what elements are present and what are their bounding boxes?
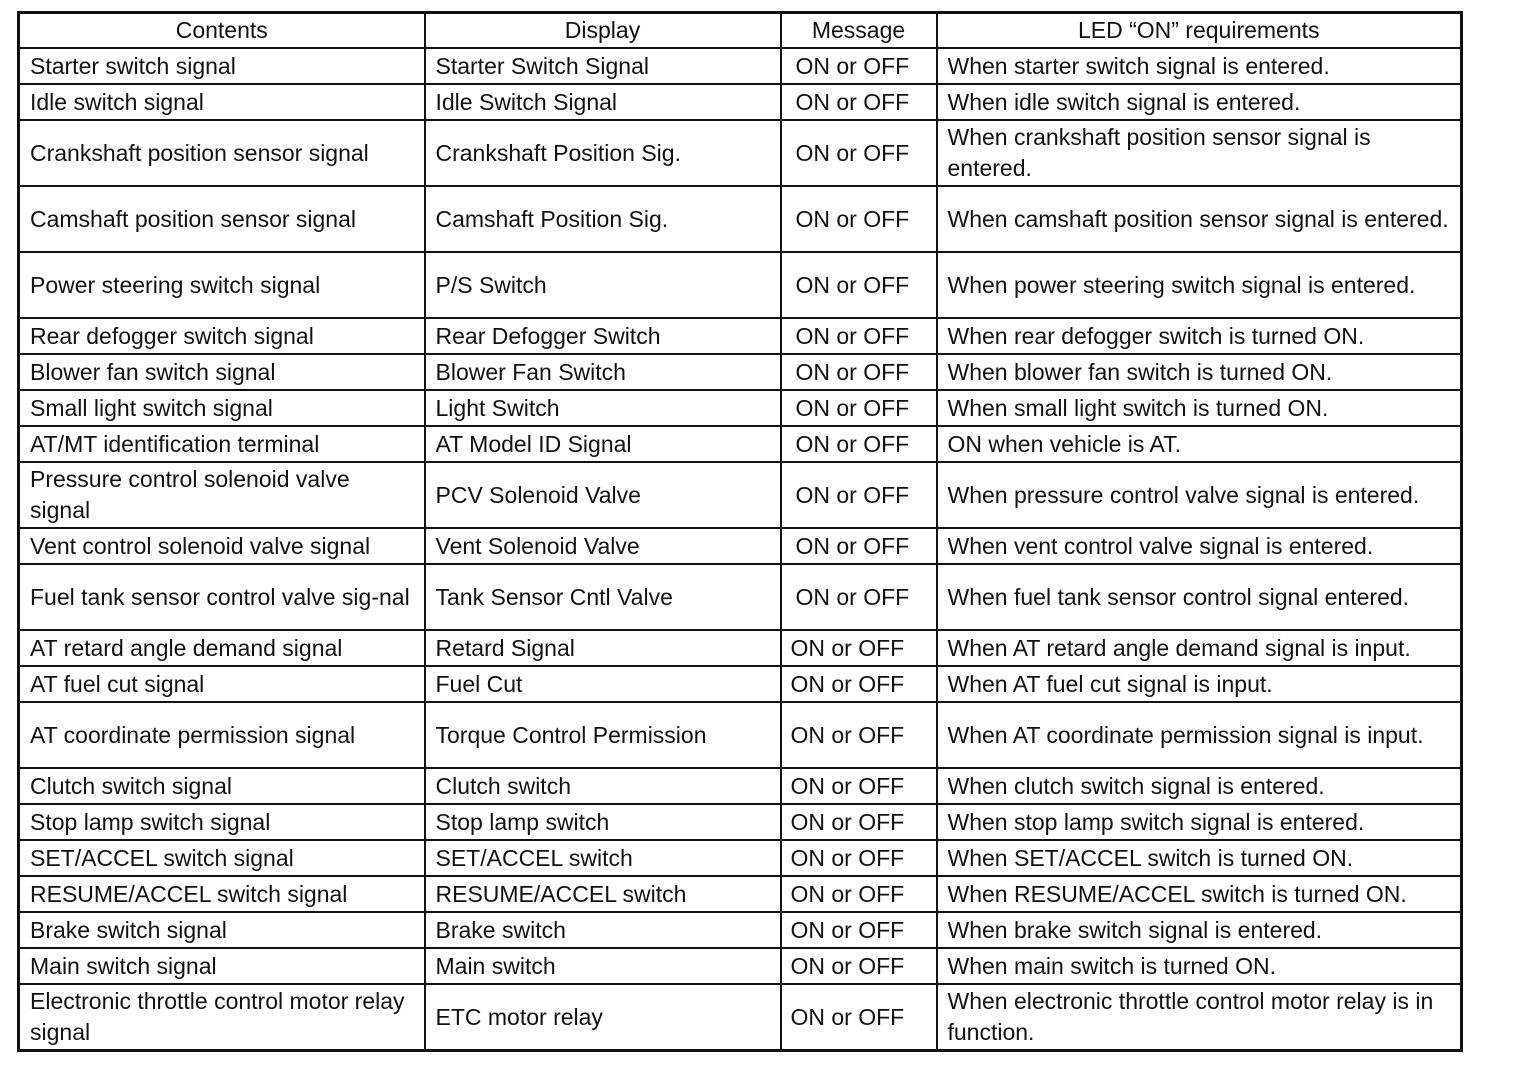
cell-display: Camshaft Position Sig.: [425, 186, 781, 252]
cell-display: Crankshaft Position Sig.: [425, 120, 781, 186]
cell-display: Main switch: [425, 948, 781, 984]
cell-display: Rear Defogger Switch: [425, 318, 781, 354]
cell-requirements: When blower fan switch is turned ON.: [937, 354, 1462, 390]
table-row: [19, 186, 1462, 252]
cell-contents: Pressure control solenoid valve signal: [19, 462, 425, 528]
cell-requirements: When RESUME/ACCEL switch is turned ON.: [937, 876, 1462, 912]
cell-message: ON or OFF: [781, 48, 937, 84]
cell-requirements: When stop lamp switch signal is entered.: [937, 804, 1462, 840]
table-row: [19, 528, 1462, 564]
cell-message: ON or OFF: [781, 528, 937, 564]
cell-display: Clutch switch: [425, 768, 781, 804]
table-row: [19, 48, 1462, 84]
cell-requirements: When clutch switch signal is entered.: [937, 768, 1462, 804]
cell-contents: Electronic throttle control motor relay signal: [19, 984, 425, 1051]
cell-requirements: ON when vehicle is AT.: [937, 426, 1462, 462]
led-requirements-table: [17, 11, 1463, 1052]
cell-message: ON or OFF: [781, 912, 937, 948]
cell-contents: RESUME/ACCEL switch signal: [19, 876, 425, 912]
table-row: [19, 912, 1462, 948]
cell-display: Tank Sensor Cntl Valve: [425, 564, 781, 630]
cell-requirements: When starter switch signal is entered.: [937, 48, 1462, 84]
cell-display: Light Switch: [425, 390, 781, 426]
cell-message: ON or OFF: [781, 120, 937, 186]
cell-message: ON or OFF: [781, 426, 937, 462]
cell-requirements: When vent control valve signal is entered.: [937, 528, 1462, 564]
cell-message: ON or OFF: [781, 564, 937, 630]
cell-contents: Small light switch signal: [19, 390, 425, 426]
cell-requirements: When rear defogger switch is turned ON.: [937, 318, 1462, 354]
cell-display: AT Model ID Signal: [425, 426, 781, 462]
cell-display: Brake switch: [425, 912, 781, 948]
cell-message: ON or OFF: [781, 252, 937, 318]
cell-requirements: When power steering switch signal is entered.: [937, 252, 1462, 318]
cell-contents: AT fuel cut signal: [19, 666, 425, 702]
cell-display: Blower Fan Switch: [425, 354, 781, 390]
cell-message: ON or OFF: [781, 702, 937, 768]
cell-display: Starter Switch Signal: [425, 48, 781, 84]
table-row: [19, 768, 1462, 804]
cell-contents: Starter switch signal: [19, 48, 425, 84]
cell-display: RESUME/ACCEL switch: [425, 876, 781, 912]
table-row: [19, 564, 1462, 630]
table-row: [19, 390, 1462, 426]
table-row: [19, 252, 1462, 318]
cell-contents: AT retard angle demand signal: [19, 630, 425, 666]
cell-display: SET/ACCEL switch: [425, 840, 781, 876]
cell-display: Torque Control Permission: [425, 702, 781, 768]
table-row: [19, 666, 1462, 702]
cell-contents: Crankshaft position sensor signal: [19, 120, 425, 186]
cell-display: ETC motor relay: [425, 984, 781, 1051]
cell-contents: Stop lamp switch signal: [19, 804, 425, 840]
cell-display: PCV Solenoid Valve: [425, 462, 781, 528]
table-row: [19, 462, 1462, 528]
table-row: [19, 318, 1462, 354]
cell-contents: Main switch signal: [19, 948, 425, 984]
table-row: [19, 426, 1462, 462]
cell-contents: Camshaft position sensor signal: [19, 186, 425, 252]
cell-requirements: When pressure control valve signal is entered.: [937, 462, 1462, 528]
cell-display: Fuel Cut: [425, 666, 781, 702]
cell-requirements: When AT fuel cut signal is input.: [937, 666, 1462, 702]
cell-message: ON or OFF: [781, 804, 937, 840]
table-row: [19, 876, 1462, 912]
table-row: [19, 984, 1462, 1051]
cell-message: ON or OFF: [781, 354, 937, 390]
cell-contents: Rear defogger switch signal: [19, 318, 425, 354]
table-row: [19, 84, 1462, 120]
header-requirements: LED “ON” requirements: [937, 13, 1462, 49]
cell-message: ON or OFF: [781, 318, 937, 354]
table-row: [19, 354, 1462, 390]
cell-requirements: When camshaft position sensor signal is entered.: [937, 186, 1462, 252]
cell-contents: Blower fan switch signal: [19, 354, 425, 390]
cell-display: Vent Solenoid Valve: [425, 528, 781, 564]
cell-requirements: When crankshaft position sensor signal is entered.: [937, 120, 1462, 186]
header-display: Display: [425, 13, 781, 49]
table-row: [19, 948, 1462, 984]
cell-contents: Clutch switch signal: [19, 768, 425, 804]
cell-requirements: When electronic throttle control motor relay is in function.: [937, 984, 1462, 1051]
cell-display: Idle Switch Signal: [425, 84, 781, 120]
cell-contents: AT coordinate permission signal: [19, 702, 425, 768]
cell-contents: Idle switch signal: [19, 84, 425, 120]
table-row: [19, 120, 1462, 186]
cell-display: Retard Signal: [425, 630, 781, 666]
cell-message: ON or OFF: [781, 984, 937, 1051]
cell-contents: Power steering switch signal: [19, 252, 425, 318]
table-row: [19, 840, 1462, 876]
cell-message: ON or OFF: [781, 840, 937, 876]
cell-requirements: When idle switch signal is entered.: [937, 84, 1462, 120]
cell-contents: SET/ACCEL switch signal: [19, 840, 425, 876]
cell-message: ON or OFF: [781, 390, 937, 426]
cell-message: ON or OFF: [781, 186, 937, 252]
cell-requirements: When AT retard angle demand signal is input.: [937, 630, 1462, 666]
cell-message: ON or OFF: [781, 876, 937, 912]
header-row: [19, 13, 1462, 49]
table-row: [19, 702, 1462, 768]
cell-message: ON or OFF: [781, 768, 937, 804]
cell-message: ON or OFF: [781, 948, 937, 984]
cell-message: ON or OFF: [781, 630, 937, 666]
cell-requirements: When main switch is turned ON.: [937, 948, 1462, 984]
cell-contents: Brake switch signal: [19, 912, 425, 948]
cell-message: ON or OFF: [781, 462, 937, 528]
cell-requirements: When small light switch is turned ON.: [937, 390, 1462, 426]
cell-display: Stop lamp switch: [425, 804, 781, 840]
table-row: [19, 804, 1462, 840]
cell-requirements: When fuel tank sensor control signal entered.: [937, 564, 1462, 630]
header-message: Message: [781, 13, 937, 49]
cell-contents: AT/MT identification terminal: [19, 426, 425, 462]
cell-message: ON or OFF: [781, 666, 937, 702]
cell-message: ON or OFF: [781, 84, 937, 120]
cell-requirements: When brake switch signal is entered.: [937, 912, 1462, 948]
header-contents: Contents: [19, 13, 425, 49]
cell-display: P/S Switch: [425, 252, 781, 318]
cell-contents: Vent control solenoid valve signal: [19, 528, 425, 564]
cell-requirements: When SET/ACCEL switch is turned ON.: [937, 840, 1462, 876]
cell-requirements: When AT coordinate permission signal is input.: [937, 702, 1462, 768]
table-row: [19, 630, 1462, 666]
cell-contents: Fuel tank sensor control valve sig-nal: [19, 564, 425, 630]
